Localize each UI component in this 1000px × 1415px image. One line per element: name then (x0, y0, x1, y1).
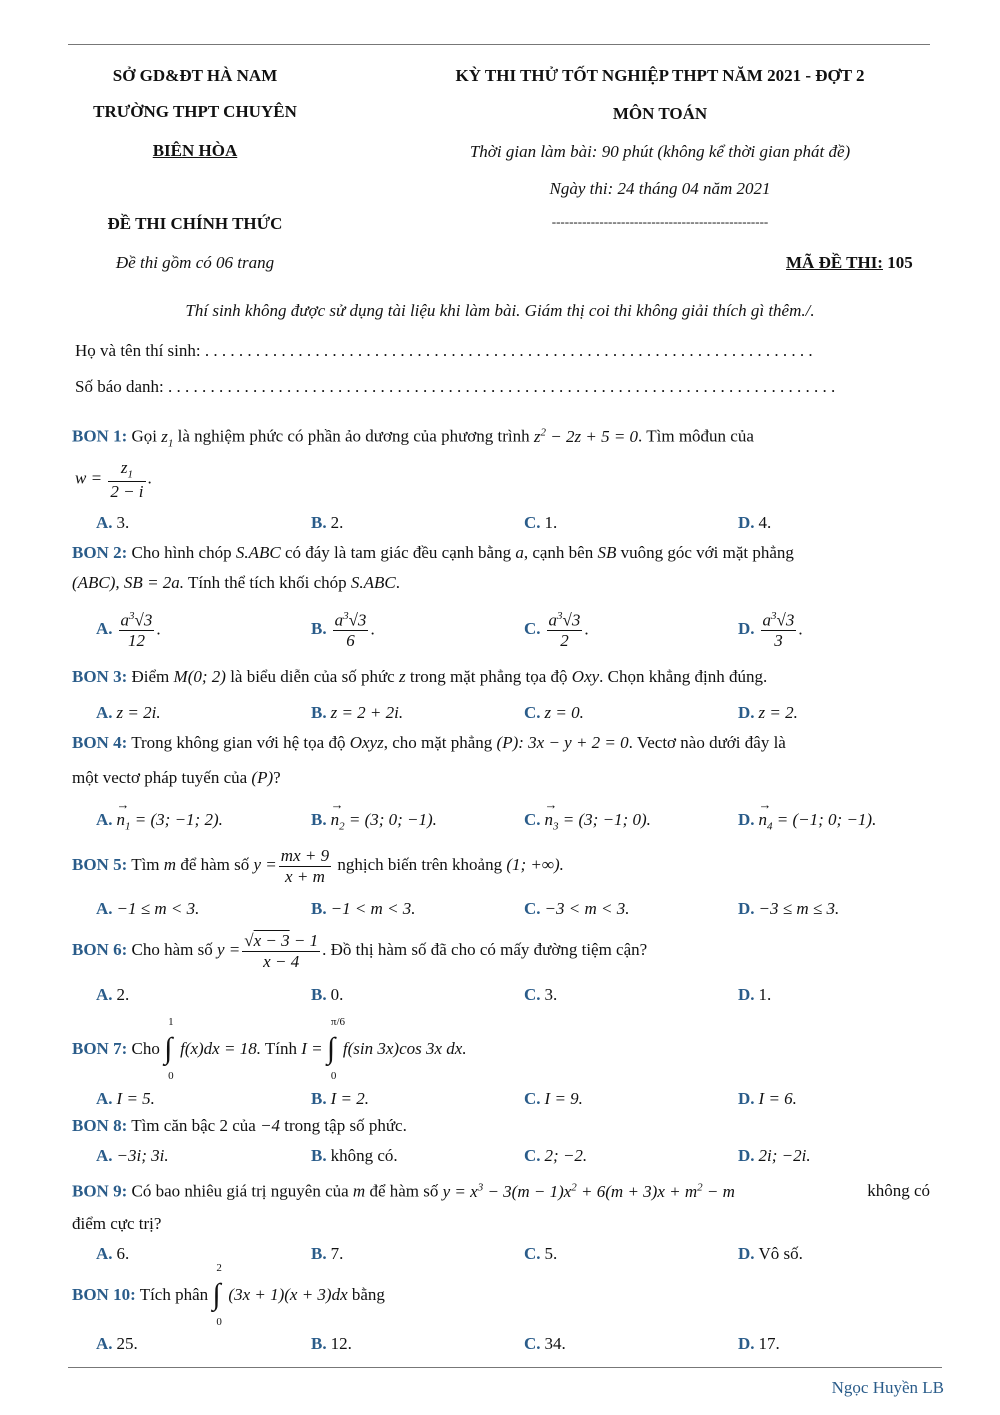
q5-math: y = (253, 854, 277, 874)
answer-math: → $n_4 = (-1$; 0; −1). (759, 810, 877, 829)
answer-letter: B. (311, 1334, 327, 1353)
q7-answer-c[interactable] (524, 1089, 583, 1109)
q9-answer-a[interactable] (96, 1244, 129, 1264)
q1-text-2: là nghiệm phức có phần ảo dương của phương trình (177, 426, 530, 446)
q1-text-1: Gọi (131, 426, 157, 446)
q10-math: (3x + 1)(x + 3)dx (228, 1284, 348, 1304)
q1-text-3: . Tìm môđun của (638, 426, 754, 446)
q8-text-2: trong tập số phức. (284, 1116, 407, 1135)
answer-math: z = 0. (544, 703, 584, 722)
answer-math: z = 2. (758, 703, 798, 722)
answer-text: 0. (330, 985, 344, 1004)
answer-letter: D. (738, 1089, 755, 1108)
answer-text: 12. (330, 1334, 352, 1353)
q6-math: $\frac{√x - 3 - 1}{x - 4}$ (244, 931, 319, 971)
exam-date: Ngày thi: 24 tháng 04 năm 2021 (549, 179, 771, 198)
answer-letter: B. (311, 703, 327, 722)
answer-letter: B. (311, 513, 327, 532)
answer-letter: D. (738, 985, 755, 1004)
footer-author: Ngọc Huyền LB (831, 1378, 944, 1397)
answer-text: 1. (758, 985, 772, 1004)
question-4 (72, 733, 786, 753)
answer-text: 5. (544, 1244, 558, 1263)
answer-letter: D. (738, 899, 755, 918)
answer-letter: D. (738, 619, 755, 639)
question-10 (72, 1262, 385, 1328)
answer-letter: C. (524, 1334, 541, 1353)
question-9-line2: điểm cực trị? (72, 1214, 162, 1233)
q7-answer-a[interactable] (96, 1089, 155, 1109)
answer-math: z = 2i. (116, 703, 161, 722)
question-label: BON 2: (72, 543, 128, 562)
answer-text: 2. (330, 513, 344, 532)
answer-math: −1 ≤ m < 3. (116, 899, 200, 918)
question-9 (72, 1181, 930, 1202)
question-label: BON 6: (72, 939, 128, 959)
answer-letter: B. (311, 1146, 327, 1165)
q4-math: (P): 3x − y + 2 = 0 (496, 733, 629, 752)
question-label: BON 10: (72, 1284, 136, 1304)
q3-text-3: trong mặt phẳng tọa độ (409, 667, 568, 686)
q3-answer-c[interactable] (524, 703, 584, 723)
answer-text: 17. (758, 1334, 780, 1353)
q4-math: Oxyz (349, 733, 384, 752)
answer-math: I = 9. (544, 1089, 583, 1108)
q2-math: a (515, 543, 524, 562)
answer-letter: A. (96, 703, 113, 722)
subject: MÔN TOÁN (612, 104, 708, 123)
q4-text-4: một vectơ pháp tuyến của (72, 768, 248, 787)
q8-answer-b[interactable] (311, 1146, 398, 1166)
q4-answer-d[interactable] (738, 810, 876, 832)
exam-title: KỲ THI THỬ TỐT NGHIỆP THPT NĂM 2021 - ĐỢT 2 (455, 66, 865, 85)
q10-answer-c[interactable] (524, 1334, 566, 1354)
answer-math: 2i; −2i. (758, 1146, 811, 1165)
answer-text: 4. (758, 513, 772, 532)
answer-letter: B. (311, 899, 327, 918)
q2-text-4: vuông góc với mặt phẳng (620, 543, 794, 562)
q8-text-1: Tìm căn bậc 2 của (131, 1116, 256, 1135)
answer-text: 3. (544, 985, 558, 1004)
question-8 (72, 1116, 407, 1136)
answer-letter: B. (311, 619, 327, 639)
q5-math: m (163, 854, 177, 874)
answer-letter: C. (524, 619, 541, 639)
q1-math-z1: $z_1$ (161, 426, 174, 450)
answer-letter: A. (96, 1244, 113, 1263)
answer-math: −3i; 3i. (116, 1146, 169, 1165)
answer-letter: A. (96, 810, 113, 829)
answer-text: 3. (116, 513, 130, 532)
q3-answer-d[interactable] (738, 703, 798, 723)
q5-answer-a[interactable] (96, 899, 199, 919)
q2-text-1: Cho hình chóp (131, 543, 232, 562)
q4-text-2: , cho mặt phẳng (383, 733, 493, 752)
question-label: BON 8: (72, 1116, 128, 1135)
exam-time: Thời gian làm bài: 90 phút (không kể thời gian phát đề) (469, 142, 851, 161)
q10-answer-a[interactable] (96, 1334, 138, 1354)
official-label: ĐỀ THI CHÍNH THỨC (107, 214, 283, 233)
q8-answer-a[interactable] (96, 1146, 169, 1166)
q10-text-2: bằng (351, 1284, 385, 1304)
answer-math: I = 6. (758, 1089, 797, 1108)
q6-answer-c[interactable] (524, 985, 557, 1005)
candidate-name-field: Họ và tên thí sinh: . . . . . . . . . . . . . . . . . . . . . . . . . . . . . . . . . . . . . . . . . . . . . . . . . . . . . . . . . . . . . . . . . . . . . . . . (75, 341, 813, 360)
answer-letter: D. (738, 1244, 755, 1263)
q10-answer-b[interactable] (311, 1334, 352, 1354)
q9-text-3: không có (867, 1181, 930, 1200)
q2-math: S.ABC (350, 573, 396, 592)
question-label: BON 3: (72, 667, 128, 686)
q3-answer-a[interactable] (96, 703, 161, 723)
q1-answer-b[interactable] (311, 513, 343, 533)
q4-answer-b[interactable] (311, 810, 437, 832)
question-5 (72, 846, 564, 886)
q7-math: f(sin 3x)cos 3x dx. (342, 1038, 467, 1058)
q3-math: M(0; 2) (173, 667, 226, 686)
answer-letter: C. (524, 1146, 541, 1165)
q5-answer-d[interactable] (738, 899, 839, 919)
q2-text-3: , cạnh bên (523, 543, 594, 562)
answer-math: → $n_1 = (3$; −1; 2). (117, 810, 223, 829)
question-2-line2: (ABC), SB = 2a. Tính thể tích khối chóp S.ABC. (72, 573, 400, 592)
answer-letter: C. (524, 810, 541, 829)
question-1 (72, 426, 930, 449)
q6-text-2: . Đồ thị hàm số đã cho có mấy đường tiệm cận? (322, 939, 648, 959)
q7-math: I = (301, 1038, 323, 1058)
answer-math: I = 5. (116, 1089, 155, 1108)
q4-text-3: . Vectơ nào dưới đây là (628, 733, 786, 752)
q4-text-1: Trong không gian với hệ tọa độ (131, 733, 346, 752)
answer-text: 6. (116, 1244, 130, 1263)
integral-sign: 1 ∫ 0 (164, 1016, 174, 1082)
question-label: BON 4: (72, 733, 128, 752)
page-count: Đề thi gồm có 06 trang (115, 253, 275, 272)
question-label: BON 7: (72, 1038, 128, 1058)
q3-text-2: là biểu diễn của số phức (230, 667, 395, 686)
q8-answer-c[interactable] (524, 1146, 587, 1166)
exam-code-label: MÃ ĐỀ THI: (786, 253, 883, 272)
answer-letter: C. (524, 1089, 541, 1108)
answer-text: 1. (544, 513, 558, 532)
answer-letter: A. (96, 619, 113, 639)
question-label: BON 1: (72, 426, 128, 446)
q1-answer-d[interactable] (738, 513, 771, 533)
answer-text: không có. (330, 1146, 398, 1165)
q5-math: $\frac{mx + 9}{x + m}$ (280, 846, 330, 886)
q9-math: $y = x^3 - 3(m - 1)x^2 + 6(m + 3)x + m^2 - m$ (442, 1181, 735, 1201)
q5-math: (1; +∞). (506, 854, 564, 874)
question-label: BON 9: (72, 1181, 128, 1201)
answer-letter: D. (738, 1334, 755, 1353)
answer-letter: A. (96, 985, 113, 1004)
integral-sign: π/6 ∫ 0 (326, 1016, 346, 1082)
answer-letter: A. (96, 899, 113, 918)
q10-answer-d[interactable] (738, 1334, 780, 1354)
q9-answer-b[interactable] (311, 1244, 343, 1264)
answer-math: −1 < m < 3. (330, 899, 416, 918)
q7-answer-b[interactable] (311, 1089, 369, 1109)
answer-math: → $n_2 = (3$; 0; −1). (331, 810, 437, 829)
answer-letter: C. (524, 513, 541, 532)
q9-answer-d[interactable] (738, 1244, 803, 1264)
answer-letter: A. (96, 513, 113, 532)
q4-math: (P) (251, 768, 274, 787)
q8-answer-d[interactable] (738, 1146, 811, 1166)
q2-math: SB (597, 543, 617, 562)
answer-letter: D. (738, 810, 755, 829)
dept-name: SỞ GD&ĐT HÀ NAM (112, 66, 278, 85)
answer-letter: C. (524, 985, 541, 1004)
dash-line: -------------------------------------------------- (551, 214, 769, 229)
q9-answer-c[interactable] (524, 1244, 557, 1264)
q2-answer-c[interactable]: C. $\frac{a^3√3}{2}$ . (524, 610, 589, 651)
answer-math: z = 2 + 2i. (330, 703, 404, 722)
q3-math: z (398, 667, 406, 686)
answer-letter: D. (738, 703, 755, 722)
q6-math: y = (216, 939, 241, 959)
answer-letter: C. (524, 1244, 541, 1263)
answer-math: $\frac{a^3√3}{6}$ (334, 610, 367, 651)
answer-letter: B. (311, 1089, 327, 1108)
question-label: BON 5: (72, 854, 128, 874)
q1-answer-c[interactable] (524, 513, 557, 533)
answer-text: 25. (116, 1334, 138, 1353)
answer-letter: B. (311, 1244, 327, 1263)
candidate-id-field: Số báo danh: . . . . . . . . . . . . . . . . . . . . . . . . . . . . . . . . . . . . . . . . . . . . . . . . . . . . . . . . . . . . . . . . . . . . . . . . . . . . . . . (75, 377, 836, 396)
answer-math: $\frac{a^3√3}{12}$ (120, 610, 153, 651)
q5-answer-b[interactable] (311, 899, 416, 919)
answer-letter: D. (738, 1146, 755, 1165)
q5-text-3: nghịch biến trên khoảng (337, 854, 503, 874)
answer-letter: B. (311, 985, 327, 1004)
answer-letter: A. (96, 1089, 113, 1108)
q6-answer-d[interactable] (738, 985, 771, 1005)
answer-letter: A. (96, 1334, 113, 1353)
q2-math: (ABC), SB = 2a. (72, 573, 185, 592)
answer-text: 7. (330, 1244, 344, 1263)
q2-text-5: Tính thể tích khối chóp (188, 573, 347, 592)
q3-text-1: Điểm (131, 667, 170, 686)
top-rule (68, 44, 930, 45)
exam-code (786, 253, 913, 273)
answer-math: −3 ≤ m ≤ 3. (758, 899, 840, 918)
q7-math: f(x)dx = 18. (180, 1038, 261, 1058)
question-3 (72, 667, 767, 687)
question-7 (72, 1016, 467, 1082)
q1-math-w: w = $\frac{z_1}{2 - i}$ . (75, 458, 152, 502)
answer-text: 34. (544, 1334, 566, 1353)
q5-text-2: để hàm số (180, 854, 250, 874)
integral-sign: 2 ∫ 0 (212, 1262, 222, 1328)
question-6 (72, 931, 647, 971)
q10-text-1: Tích phân (139, 1284, 209, 1304)
candidate-note: Thí sinh không được sử dụng tài liệu khi làm bài. Giám thị coi thi không giải thích gì thêm./. (185, 301, 815, 320)
q1-math-equation: $z^2 - 2z + 5 = 0$ (533, 426, 639, 446)
exam-code-value: 105 (887, 253, 913, 272)
q9-math: m (352, 1181, 366, 1201)
q2-answer-a[interactable]: A. $\frac{a^3√3}{12}$ . (96, 610, 161, 651)
q9-text-1: Có bao nhiêu giá trị nguyên của (131, 1181, 349, 1201)
q7-text-1: Cho (131, 1038, 160, 1058)
q7-text-2: Tính (264, 1038, 298, 1058)
q4-answer-a[interactable] (96, 810, 223, 832)
answer-math: $\frac{a^3√3}{3}$ (762, 610, 795, 651)
q5-answer-c[interactable] (524, 899, 629, 919)
answer-math: I = 2. (330, 1089, 369, 1108)
answer-letter: C. (524, 703, 541, 722)
q3-math: Oxy (571, 667, 600, 686)
answer-math: 2; −2. (544, 1146, 588, 1165)
q3-answer-b[interactable] (311, 703, 403, 723)
question-2 (72, 543, 794, 563)
q2-answer-d[interactable]: D. $\frac{a^3√3}{3}$ . (738, 610, 803, 651)
q3-text-4: . Chọn khẳng định đúng. (599, 667, 768, 686)
bottom-rule (68, 1367, 942, 1368)
answer-letter: B. (311, 810, 327, 829)
q2-text-2: có đáy là tam giác đều cạnh bằng (284, 543, 512, 562)
answer-math: −3 < m < 3. (544, 899, 630, 918)
q6-answer-b[interactable] (311, 985, 343, 1005)
answer-math: $\frac{a^3√3}{2}$ (548, 610, 581, 651)
answer-math: → $n_3 = (3$; −1; 0). (545, 810, 651, 829)
school-line2: BIÊN HÒA (152, 141, 238, 160)
q8-math: −4 (260, 1116, 281, 1135)
q7-answer-d[interactable] (738, 1089, 797, 1109)
answer-text: Vô số. (758, 1244, 803, 1263)
answer-letter: C. (524, 899, 541, 918)
q9-text-2: để hàm số (369, 1181, 439, 1201)
question-4-line2: một vectơ pháp tuyến của (P)? (72, 768, 281, 787)
q6-text-1: Cho hàm số (131, 939, 213, 959)
answer-text: 2. (116, 985, 130, 1004)
school-line1: TRƯỜNG THPT CHUYÊN (93, 102, 297, 121)
q1-answer-a[interactable] (96, 513, 129, 533)
q6-answer-a[interactable] (96, 985, 129, 1005)
answer-letter: D. (738, 513, 755, 532)
q2-answer-b[interactable]: B. $\frac{a^3√3}{6}$ . (311, 610, 375, 651)
answer-letter: A. (96, 1146, 113, 1165)
q4-answer-c[interactable] (524, 810, 651, 832)
q2-math: S.ABC (235, 543, 281, 562)
q5-text-1: Tìm (131, 854, 160, 874)
